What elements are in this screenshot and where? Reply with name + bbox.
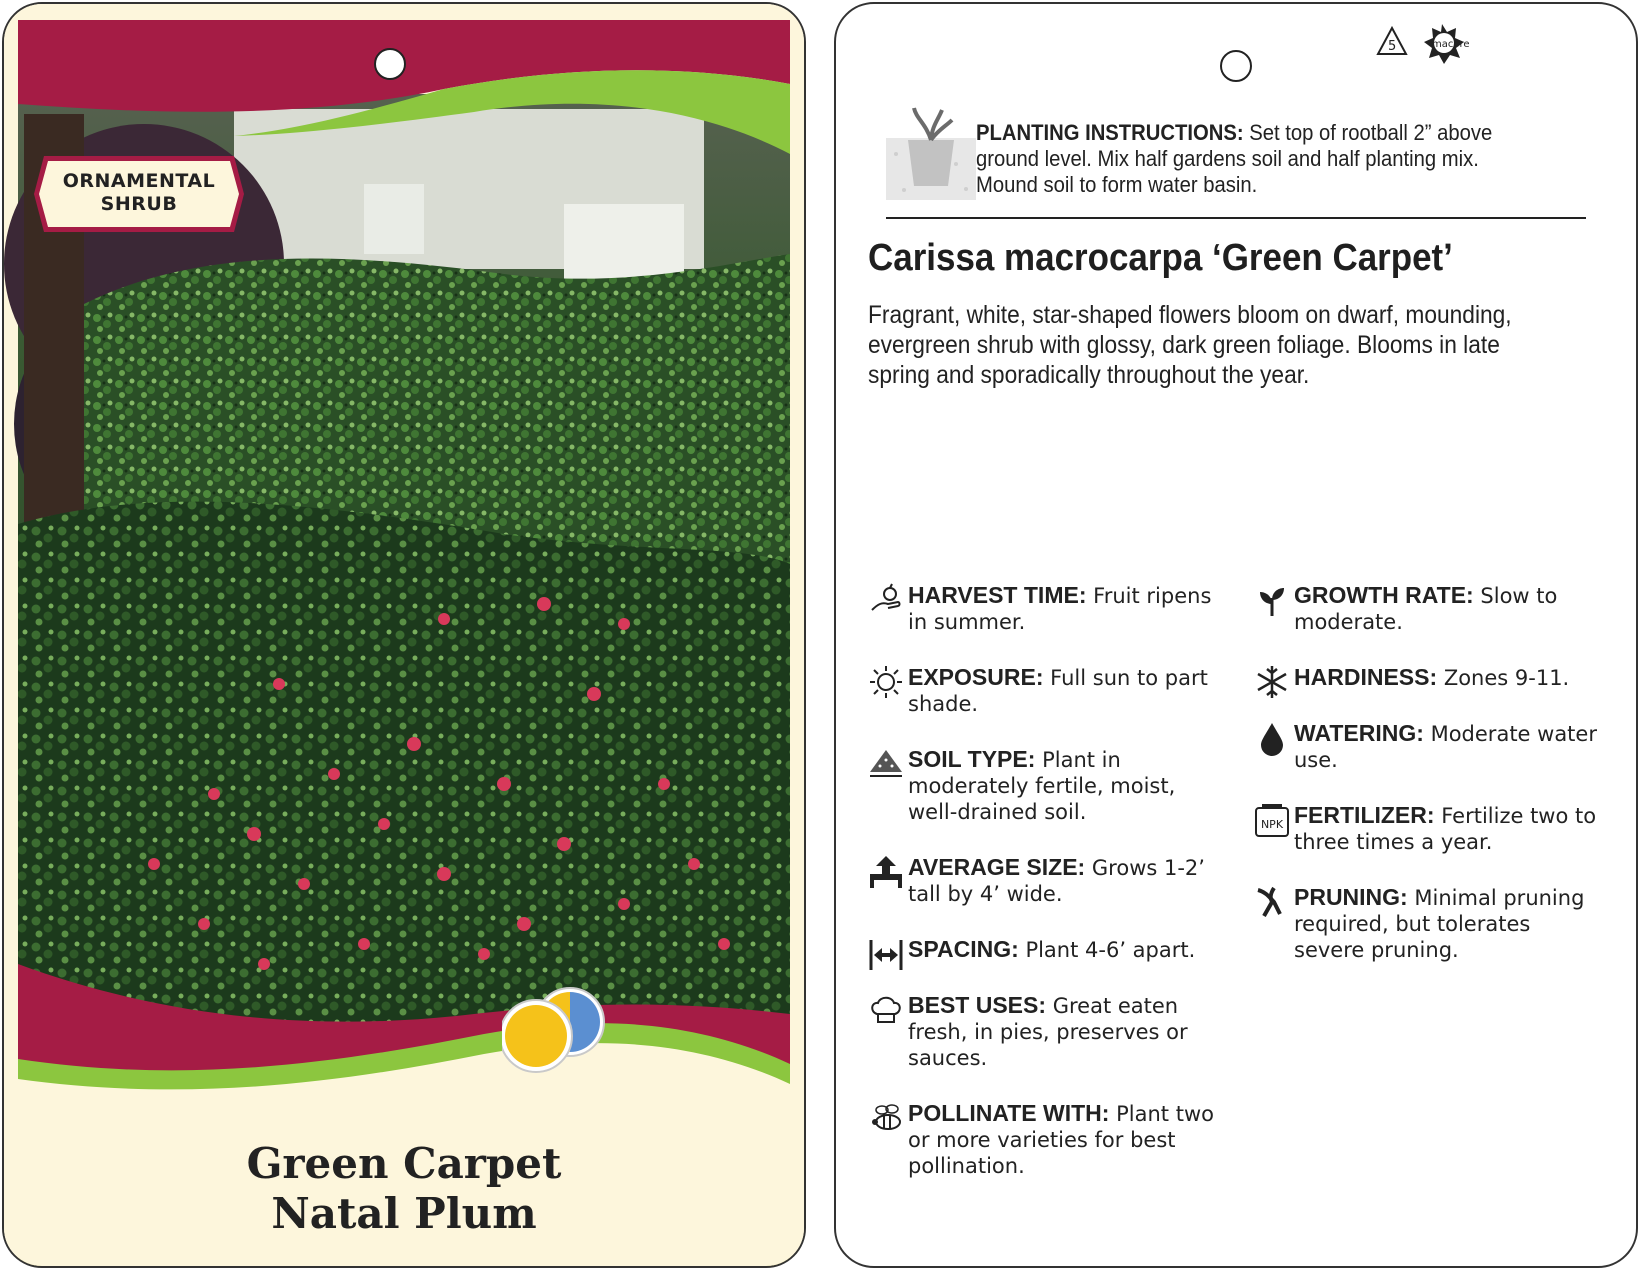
recycle-logo xyxy=(1374,22,1474,66)
potted-plant-icon xyxy=(886,104,976,202)
attr-soil-type xyxy=(908,746,1218,825)
attr-text: Plant in moderately fertile, moist, well-drained soil. xyxy=(908,748,1176,824)
hang-hole xyxy=(374,48,406,80)
brand-name: macore xyxy=(1432,39,1470,50)
full-sun-icon xyxy=(502,1000,572,1072)
attr-text: Full sun to part shade. xyxy=(908,666,1208,716)
attr-spacing xyxy=(908,936,1218,963)
badge-line-2: SHRUB xyxy=(100,193,178,215)
hand-fruit-icon xyxy=(868,582,904,618)
attr-text: Plant 4-6’ apart. xyxy=(1025,938,1196,962)
sprout-icon xyxy=(1254,582,1290,618)
common-name-line-1: Green Carpet xyxy=(246,1139,562,1188)
size-icon xyxy=(868,854,904,890)
front-card xyxy=(2,2,806,1268)
chef-hat-icon xyxy=(868,992,904,1028)
common-name-line-2: Natal Plum xyxy=(271,1189,537,1238)
planting-instructions xyxy=(976,120,1528,198)
planting-text: Set top of rootball 2” above ground level. Mix half gardens soil and half planting mix. Mound soil to form water basin. xyxy=(976,120,1493,197)
attr-hardiness xyxy=(1294,664,1604,691)
attr-text: Great eaten fresh, in pies, preserves or sauces. xyxy=(908,994,1188,1070)
planting-label: PLANTING INSTRUCTIONS: xyxy=(976,120,1244,145)
attr-label: HARDINESS: xyxy=(1294,664,1438,690)
back-card xyxy=(834,2,1638,1268)
water-drop-icon xyxy=(1254,720,1290,756)
attr-label: EXPOSURE: xyxy=(908,664,1044,690)
attr-pollinate-with xyxy=(908,1100,1218,1179)
recycle-code: 5 xyxy=(1388,39,1397,54)
attr-label: POLLINATE WITH: xyxy=(908,1100,1110,1126)
common-name xyxy=(4,1139,804,1239)
attr-label: FERTILIZER: xyxy=(1294,802,1435,828)
attr-label: PRUNING: xyxy=(1294,884,1408,910)
attr-growth-rate xyxy=(1294,582,1604,635)
snowflake-icon xyxy=(1254,664,1290,700)
attr-best-uses xyxy=(908,992,1218,1071)
attr-text: Plant two or more varieties for best pollination. xyxy=(908,1102,1214,1178)
attr-label: AVERAGE SIZE: xyxy=(908,854,1086,880)
attr-exposure xyxy=(908,664,1218,717)
attr-text: Fruit ripens in summer. xyxy=(908,584,1212,634)
fertilizer-icon xyxy=(1254,802,1290,838)
attr-label: GROWTH RATE: xyxy=(1294,582,1474,608)
attr-text: Grows 1-2’ tall by 4’ wide. xyxy=(908,856,1205,906)
badge-label xyxy=(34,170,244,216)
category-badge xyxy=(34,156,244,232)
attr-fertilizer xyxy=(1260,802,1604,855)
hang-hole xyxy=(1220,50,1252,82)
attr-text: Minimal pruning required, but tolerates severe pruning. xyxy=(1294,886,1585,962)
attr-harvest-time xyxy=(908,582,1218,635)
attr-label: SOIL TYPE: xyxy=(908,746,1036,772)
attr-text: Fertilize two to three times a year. xyxy=(1294,804,1597,854)
fertilizer-icon-label: NPK xyxy=(1260,818,1284,831)
attr-text: Moderate water use. xyxy=(1294,722,1597,772)
divider xyxy=(886,217,1586,219)
badge-line-1: ORNAMENTAL xyxy=(62,170,216,192)
attr-watering xyxy=(1294,720,1604,773)
bee-icon xyxy=(868,1100,904,1136)
sun-icon xyxy=(868,664,904,700)
plant-description: Fragrant, white, star-shaped flowers bloom on dwarf, mounding, evergreen shrub with glossy, dark green foliage. Blooms in late spring and sporadically throughout the year. xyxy=(868,301,1512,389)
exposure-icons xyxy=(502,984,642,1074)
soil-icon xyxy=(868,746,904,782)
attr-label: SPACING: xyxy=(908,936,1019,962)
attr-pruning xyxy=(1294,884,1604,963)
attr-text: Slow to moderate. xyxy=(1294,584,1558,634)
attr-average-size xyxy=(908,854,1218,907)
attr-text: Zones 9-11. xyxy=(1443,666,1570,690)
spacing-icon xyxy=(868,936,904,972)
attr-label: WATERING: xyxy=(1294,720,1424,746)
botanical-name: Carissa macrocarpa ‘Green Carpet’ xyxy=(868,237,1453,279)
attr-label: HARVEST TIME: xyxy=(908,582,1087,608)
pruners-icon xyxy=(1254,884,1290,920)
attr-label: BEST USES: xyxy=(908,992,1047,1018)
